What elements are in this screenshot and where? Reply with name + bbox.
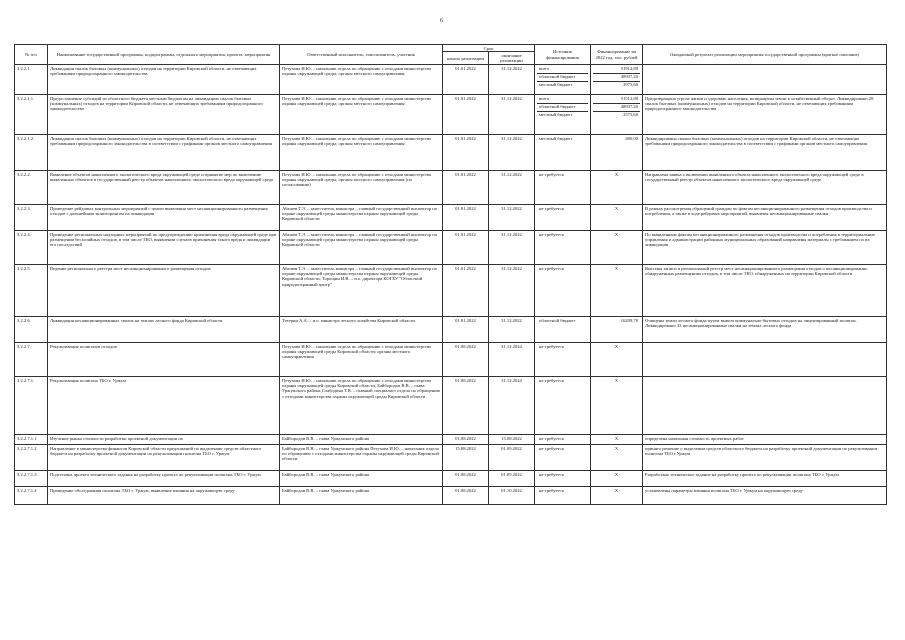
row-source <box>535 265 591 317</box>
row-financing <box>591 231 643 265</box>
row-start-date: 01.01.2022 <box>443 95 489 135</box>
table-row <box>15 231 887 265</box>
row-name: Ликвидация несанкционированных свалок на землях лесного фонда Кировской области <box>48 317 280 343</box>
row-name: Ликвидация свалок бытовых (коммунальных) отходов на территории Кировской области, не отвечающих требованиям природоохранного законодательства <box>48 65 280 95</box>
table-row <box>15 205 887 231</box>
financing-value: X <box>614 205 619 211</box>
source-item: не требуется <box>539 343 564 349</box>
row-number: 3.2.2.1.1. <box>15 95 48 135</box>
row-financing <box>591 471 643 487</box>
table-row <box>15 487 887 505</box>
row-executor: Петухова И.Ю. – начальник отдела по обращению с отходами министерства охраны окружающей среды; органы местного самоуправления (по согласованию) <box>280 171 443 205</box>
row-result: Внесены записи в региональный реестр мест несанкционированного размещения отходов о несанкционированно обнаруженных размещениях отходов, в том числе ТКО, обнаруженных на территории Кировской области <box>643 265 887 317</box>
row-source <box>535 487 591 505</box>
row-executor: Абашев Т.Э. – заместитель министра – главный государственный инспектор по охране окружающей среды министерства охраны окружающей среды Кировской области <box>280 231 443 265</box>
row-financing <box>591 343 643 377</box>
row-start-date: 15.08.2022 <box>443 445 489 471</box>
row-result <box>643 377 887 435</box>
row-source <box>535 343 591 377</box>
row-name: Рекультивация полигонов отходов <box>48 343 280 377</box>
row-number: 3.2.2.7.1. <box>15 377 48 435</box>
financing-value: 48937,20 <box>593 104 640 112</box>
row-number: 3.2.2.7.1.2 <box>15 445 48 471</box>
row-end-date: 31.12.2022 <box>489 231 535 265</box>
row-number: 3.2.2.6. <box>15 317 48 343</box>
row-name: Подготовка проекта технического задания на разработку проекта по рекультивации полигона ТБО г. Уржум <box>48 471 280 487</box>
financing-value: X <box>614 471 619 477</box>
table-row <box>15 95 887 135</box>
table-row <box>15 445 887 471</box>
row-financing <box>591 171 643 205</box>
source-item: областной бюджет <box>539 317 576 323</box>
source-item: местный бюджет <box>539 111 573 117</box>
row-name: Проведение обследования полигона ТБО г. Уржум, выявление влияния на окружающую среду <box>48 487 280 505</box>
program-table <box>14 44 887 505</box>
table-row <box>15 135 887 171</box>
row-source <box>535 317 591 343</box>
row-source <box>535 205 591 231</box>
row-source <box>535 445 591 471</box>
source-item: не требуется <box>539 487 564 493</box>
row-financing <box>591 487 643 505</box>
row-name: Выявление объектов накопленного экологического вреда окружающей среде и принятие мер по включению выявленных объектов в государственный реестр объектов накопленного экологического вреда окружающей среде <box>48 171 280 205</box>
row-result <box>643 65 887 95</box>
row-number: 3.2.2.4. <box>15 231 48 265</box>
row-end-date: 31.12.2022 <box>489 265 535 317</box>
row-end-date: 31.12.2022 <box>489 95 535 135</box>
row-source <box>535 435 591 445</box>
row-end-date: 31.12.2022 <box>489 171 535 205</box>
header-source: Источник финансирования <box>535 45 591 65</box>
row-result <box>643 343 887 377</box>
row-result: В рамках рассмотрения обращений граждан по фактам несанкционированного размещения отходов производства и потребления, а также в ходе рейдовых мероприятий, выявлены несанкционированные свалки <box>643 205 887 231</box>
financing-value: X <box>614 231 619 237</box>
row-source <box>535 471 591 487</box>
row-start-date: 01.01.2022 <box>443 65 489 95</box>
table-row <box>15 377 887 435</box>
row-result: По выявленным фактам несанкционированного размещения отходов производства и потребления в территориальные управления и администрации районных муниципальных образований направлены материалы с требованием по их ликвидации <box>643 231 887 265</box>
financing-value: X <box>614 435 619 441</box>
financing-value: X <box>614 265 619 271</box>
row-end-date: 01.09.2022 <box>489 471 535 487</box>
row-name: Проведение рейдовых контрольных мероприятий с целью выявления мест несанкционированного размещения отходов с дальнейшим мониторингом их ликвидации <box>48 205 280 231</box>
row-start-date: 01.01.2022 <box>443 135 489 171</box>
row-result: определена начальная стоимость проектных работ <box>643 435 887 445</box>
row-source <box>535 171 591 205</box>
row-executor: Петухова И.Ю. – начальник отдела по обращению с отходами министерства охраны окружающей среды; органы местного самоуправления <box>280 65 443 95</box>
row-executor: Абашев Т.Э. – заместитель министра – главный государственный инспектор по охране окружающей среды министерства охраны окружающей среды Кировской области; Торощин И.В. – и.о. директора КОГБУ "Областной природоохранный центр" <box>280 265 443 317</box>
row-source <box>535 135 591 171</box>
row-number: 3.2.2.1. <box>15 65 48 95</box>
row-start-date: 01.08.2022 <box>443 377 489 435</box>
row-executor: Петухова И.Ю. – начальник отдела по обращению с отходами министерства охраны окружающей среды Кировской области; органы местного самоуправления <box>280 343 443 377</box>
source-item: областной бюджет <box>537 74 588 82</box>
row-name: Предоставление субсидий из областного бюджета местным бюджетам на ликвидацию свалок бытовых (коммунальных) отходов на территории Кировской области, не отвечающих требованиям природоохранного законодательства <box>48 95 280 135</box>
row-end-date: 31.12.2022 <box>489 205 535 231</box>
row-start-date: 01.01.2022 <box>443 231 489 265</box>
row-financing <box>591 95 643 135</box>
table-row <box>15 343 887 377</box>
row-end-date: 31.12.2022 <box>489 135 535 171</box>
header-financing: Финансирование на 2022 год, тыс. рублей <box>591 45 643 65</box>
header-result: Ожидаемый результат реализации мероприятия государственной программы (краткое описание) <box>643 45 887 65</box>
row-result: установлены параметры влияния полигона ТБО г. Уржум на окружающую среду <box>643 487 887 505</box>
table-row <box>15 65 887 95</box>
financing-value: X <box>614 171 619 177</box>
financing-value: X <box>614 343 619 349</box>
row-start-date: 01.08.2022 <box>443 435 489 445</box>
row-number: 3.2.2.7.1.1 <box>15 435 48 445</box>
financing-value: 48937,20 <box>593 74 640 82</box>
financing-value: X <box>614 377 619 383</box>
header-term: Срок <box>443 45 535 52</box>
row-executor: Тетерин А.А. – и.о. министра лесного хозяйства Кировской области <box>280 317 443 343</box>
source-item: не требуется <box>539 445 564 451</box>
table-row <box>15 265 887 317</box>
row-number: 3.2.2.5. <box>15 265 48 317</box>
row-start-date: 01.01.2022 <box>443 265 489 317</box>
row-source <box>535 377 591 435</box>
source-item: не требуется <box>539 435 564 441</box>
row-end-date: 15.08.2022 <box>489 435 535 445</box>
header-row <box>15 45 887 52</box>
source-item: всего <box>537 96 588 104</box>
financing-value: 51512,80 <box>593 96 640 104</box>
source-item: областной бюджет <box>537 104 588 112</box>
row-executor: Петухова И.Ю. – начальник отдела по обращению с отходами министерства охраны окружающей среды Кировской области; Байбородов В.В. – глава Уржумского района Слабодина Т.В. – главный специалист отдела по обращению с отходами министерства охраны окружающей среды Кировской области <box>280 377 443 435</box>
table-row <box>15 171 887 205</box>
row-financing <box>591 435 643 445</box>
row-result: Ликвидированы свалки бытовых (коммунальных) отходов на территории Кировской области, не отвечающие требованиям природоохранного законодательства в соответствии с графиками органов местного самоуправления <box>643 135 887 171</box>
financing-value: 51912,80 <box>593 66 640 74</box>
header-start: начало реализации <box>443 52 489 65</box>
header-no: № п/п <box>15 45 48 65</box>
table-row <box>15 471 887 487</box>
financing-value: 400,00 <box>625 135 639 141</box>
row-number: 3.2.2.7.1.4 <box>15 487 48 505</box>
source-item: не требуется <box>539 377 564 383</box>
row-number: 3.2.2.7. <box>15 343 48 377</box>
table-body <box>15 65 887 505</box>
row-source <box>535 95 591 135</box>
row-name: Ликвидация свалок бытовых (коммунальных) отходов на территории Кировской области, не отвечающих требованиям природоохранного законодательства в соответствии с графиками органов местного самоуправления <box>48 135 280 171</box>
row-executor: Абашев Т.Э. – заместитель министра – главный государственный инспектор по охране окружающей среды министерства охраны окружающей среды Кировской области <box>280 205 443 231</box>
source-item: не требуется <box>539 205 564 211</box>
financing-value: 2975,60 <box>623 81 639 87</box>
table-row <box>15 317 887 343</box>
row-end-date: 01.10.2022 <box>489 487 535 505</box>
row-financing <box>591 377 643 435</box>
financing-value: 2575,60 <box>623 111 639 117</box>
row-end-date: 01.09.2022 <box>489 445 535 471</box>
page-number: 6 <box>440 18 443 24</box>
row-number: 3.2.2.1.2. <box>15 135 48 171</box>
row-result: Разработано техническое задание на разработку проекта по рекультивации полигона ТБО г. Уржум <box>643 471 887 487</box>
row-number: 3.2.2.3. <box>15 205 48 231</box>
financing-value: X <box>614 487 619 493</box>
row-financing <box>591 445 643 471</box>
row-result: Предотвращена угроза жизни и здоровью населения, возвращены земли в хозяйственный оборот. Ликвидировано 28 свалок бытовых (коммунальных) отходов на территории Кировской области, не отвечающих требованиям природоохранного законодательства <box>643 95 887 135</box>
row-financing <box>591 205 643 231</box>
row-end-date: 31.12.2022 <box>489 65 535 95</box>
source-item: не требуется <box>539 231 564 237</box>
row-end-date: 31.12.2024 <box>489 343 535 377</box>
row-name: Рекультивация полигона ТБО г. Уржум <box>48 377 280 435</box>
row-source <box>535 231 591 265</box>
row-name: Направление в министерство финансов Кировской области предложений по выделению средств областного бюджета на разработку проектной документации по рекультивации полигона ТБО г. Уржум <box>48 445 280 471</box>
row-end-date: 31.12.2022 <box>489 317 535 343</box>
financing-value: X <box>614 445 619 451</box>
row-start-date: 01.08.2022 <box>443 487 489 505</box>
source-item: местный бюджет <box>539 135 573 141</box>
row-source <box>535 65 591 95</box>
row-start-date: 01.01.2022 <box>443 171 489 205</box>
row-end-date: 31.12.2024 <box>489 377 535 435</box>
source-item: не требуется <box>539 265 564 271</box>
source-item: местный бюджет <box>539 81 573 87</box>
source-item: всего <box>537 66 588 74</box>
source-item: не требуется <box>539 171 564 177</box>
header-end: окончание реализации <box>489 52 535 65</box>
row-result: Направлена заявка о включении выявленного объекта накопленного экологического вреда окружающей среде в государственный реестр объектов накопленного экологического вреда окружающей среде <box>643 171 887 205</box>
source-item: не требуется <box>539 471 564 477</box>
header-executor: Ответственный исполнитель, соисполнитель, участник <box>280 45 443 65</box>
header-name: Наименование государственной программы, подпрограммы, отдельного мероприятия, проекта, мероприятия <box>48 45 280 65</box>
row-financing <box>591 317 643 343</box>
row-name: Ведение регионального реестра мест несанкционированного размещения отходов <box>48 265 280 317</box>
row-number: 3.2.2.7.1.3 <box>15 471 48 487</box>
row-name: Изучение рынка стоимости разработки проектной документации по <box>48 435 280 445</box>
row-executor: Байбородов В.В. – глава Уржумского района Петухова И.Ю. – начальник отдела по обращению с отходами министерства охраны окружающей среды Кировской области <box>280 445 443 471</box>
row-start-date: 01.01.2022 <box>443 205 489 231</box>
row-start-date: 01.01.2022 <box>443 317 489 343</box>
table-row <box>15 435 887 445</box>
row-result: Очищены земли лесного фонда путем вывоза коммунально-бытовых отходов на лицензированный полигон. Ликвидировано 33 несанкционированные свалки на землях лесного фонда <box>643 317 887 343</box>
row-executor: Петухова И.Ю. – начальник отдела по обращению с отходами министерства охраны окружающей среды; органы местного самоуправления <box>280 95 443 135</box>
row-financing <box>591 65 643 95</box>
row-executor: Байбородов В.В. – глава Уржумского района <box>280 471 443 487</box>
row-financing <box>591 135 643 171</box>
row-financing <box>591 265 643 317</box>
financing-value: 16209,70 <box>620 317 639 323</box>
row-start-date: 01.08.2022 <box>443 343 489 377</box>
row-start-date: 01.08.2022 <box>443 471 489 487</box>
row-name: Проведение региональных надзорных мероприятий по предупреждению причинения вреда окружающей среде при размещении бесхозяйных отходов, в том числе ТКО, выявлении случаев причинения такого вреда и ликвидации его последствий <box>48 231 280 265</box>
row-result: принято решение о выделении средств областного бюджета на разработку проектной документации по рекультивации полигона ТБО г.Уржум <box>643 445 887 471</box>
row-number: 3.2.2.2. <box>15 171 48 205</box>
row-executor: Байбородов В.В. – глава Уржумского района <box>280 435 443 445</box>
row-executor: Петухова И.Ю. – начальник отдела по обращению с отходами министерства охраны окружающей среды; органы местного самоуправления <box>280 135 443 171</box>
row-executor: Байбородов В.В. – глава Уржумского района <box>280 487 443 505</box>
